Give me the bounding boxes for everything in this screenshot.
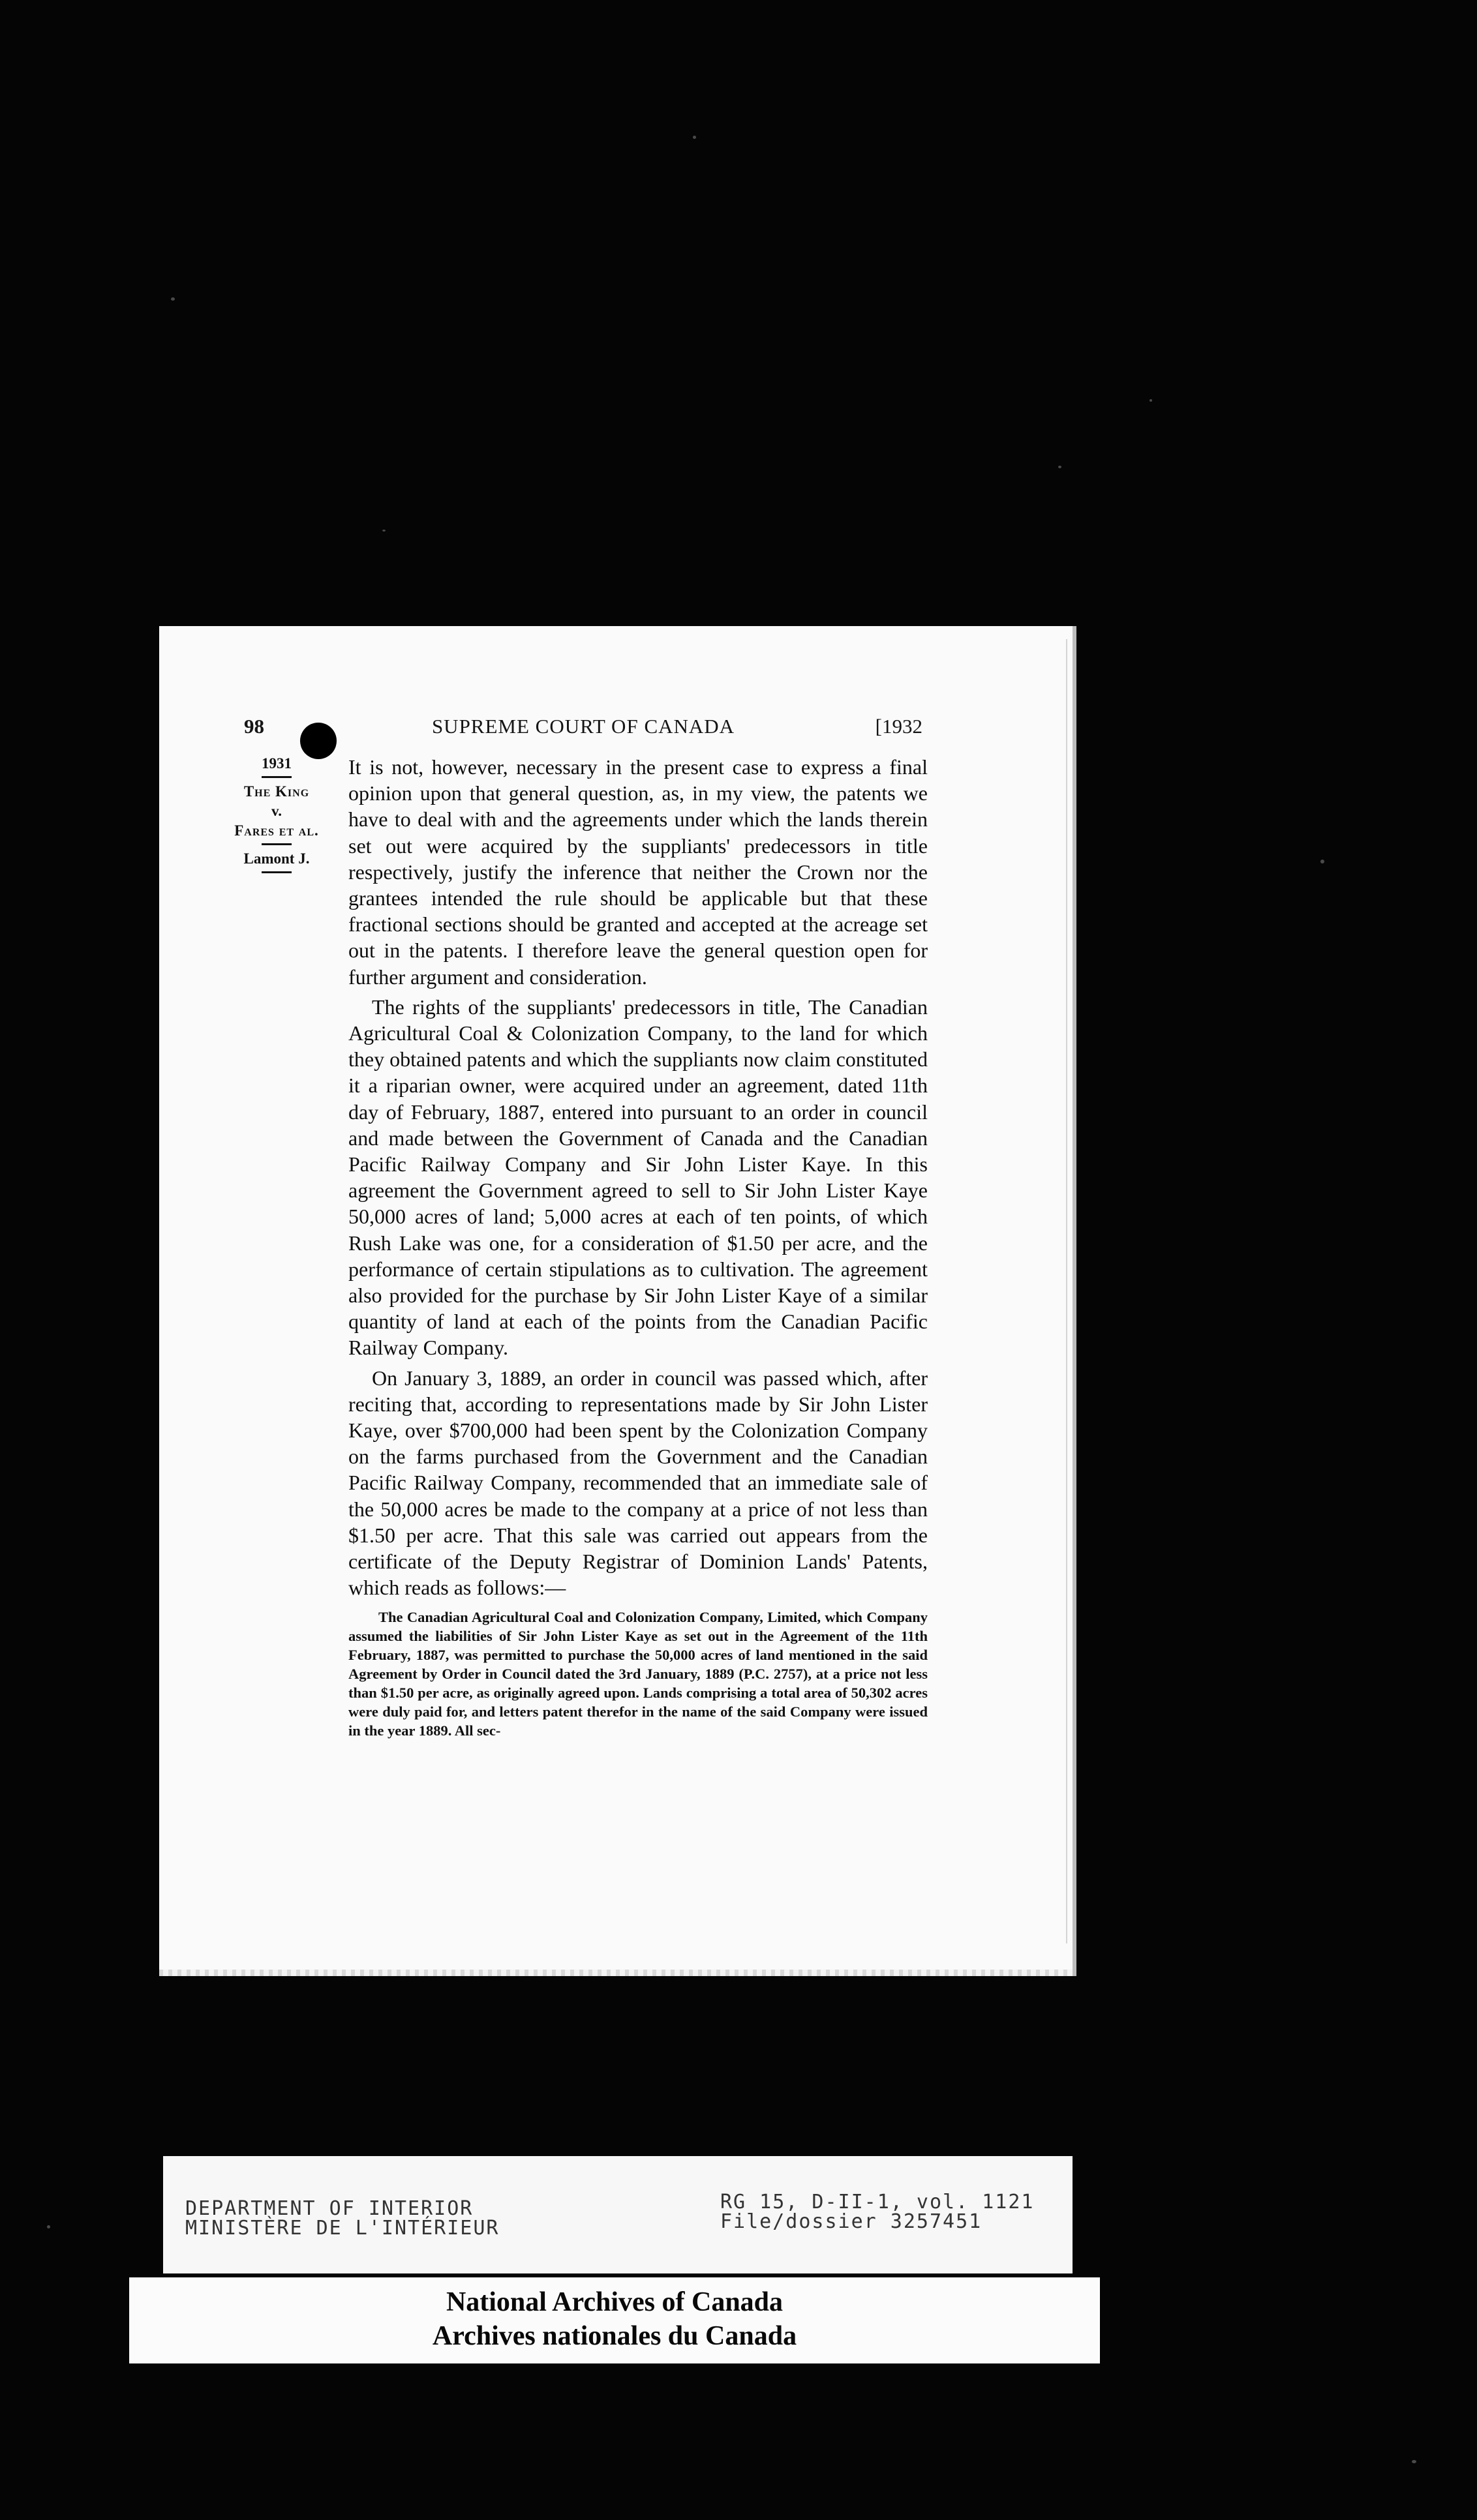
margin-party-2: Fares et al. — [234, 822, 319, 839]
department-english: DEPARTMENT OF INTERIOR — [185, 2197, 474, 2220]
paragraph: On January 3, 1889, an order in council was passed which, after reciting that, according to representations made by Sir John Lister Kaye, over $700,000 had been spent by the Colonization Company on the farms purchased from the Government and the Canadian Pacific Railway Company, recommended that an immediate sale of the 50,000 acres be made to the company at a price of not less than $1.50 per acre. That this sale was carried out appears from the certificate of the Deputy Registrar of Dominion Lands' Patents, which reads as follows:— — [348, 1366, 928, 1600]
record-group: RG 15, D-II-1, vol. 1121 — [720, 2191, 1035, 2213]
running-head — [244, 715, 922, 747]
archives-french: Archives nationales du Canada — [432, 2321, 797, 2351]
scan-speck — [47, 2225, 50, 2228]
scan-speck — [1058, 466, 1061, 468]
scan-speck — [382, 530, 386, 532]
margin-versus: v. — [271, 803, 282, 819]
year-bracket: [1932 — [875, 715, 922, 738]
scan-speck — [1150, 399, 1152, 402]
scan-speck — [1320, 860, 1324, 863]
margin-note — [224, 754, 329, 877]
margin-rule — [262, 871, 292, 873]
archives-banner — [129, 2277, 1100, 2363]
page-edge-line — [1066, 639, 1067, 1943]
margin-judge: Lamont J. — [243, 850, 310, 867]
margin-rule — [262, 843, 292, 845]
margin-party-1: The King — [243, 783, 310, 800]
department-french: MINISTÈRE DE L'INTÉRIEUR — [185, 2217, 500, 2240]
page-bottom-edge — [159, 1970, 1073, 1976]
scan-speck — [171, 297, 175, 301]
paragraph: It is not, however, necessary in the present case to express a final opinion upon that general question, as, in my view, the patents we have to deal with and the agreements under which the lands therein set out were acquired by the suppliants' predecessors in title respectively, justify the inference that neither the Crown nor the grantees intended the rule should be applicable but that these fractional sections should be granted and accepted at the acreage set out in the patents. I therefore leave the general question open for further argument and consideration. — [348, 755, 928, 989]
page-number: 98 — [244, 715, 264, 738]
file-number: File/dossier 3257451 — [720, 2210, 982, 2233]
department-label — [163, 2156, 1073, 2273]
scan-speck — [693, 136, 696, 139]
department-name — [185, 2199, 499, 2238]
scanned-page — [159, 626, 1076, 1976]
paragraph: The rights of the suppliants' predecessors in title, The Canadian Agricultural Coal & Colonization Company, to the land for which they obtained patents and which the suppliants now claim constituted it a riparian owner, were acquired under an agreement, dated 11th day of February, 1887, entered into pursuant to an order in council and made between the Government of Canada and the Canadian Pacific Railway Company and Sir John Lister Kaye. In this agreement the Government agreed to sell to Sir John Lister Kaye 50,000 acres of land; 5,000 acres at each of ten points, of which Rush Lake was one, for a consideration of $1.50 per acre, and the performance of certain stipulations as to cultivation. The agreement also provided for the purchase by Sir John Lister Kaye of a similar quantity of land at each of the points from the Canadian Pacific Railway Company. — [348, 995, 928, 1360]
margin-rule — [262, 776, 292, 778]
scan-speck — [1412, 2460, 1416, 2463]
archives-english: National Archives of Canada — [446, 2287, 784, 2317]
judgment-text — [348, 754, 928, 1744]
quoted-certificate: The Canadian Agricultural Coal and Colonization Company, Limited, which Company assumed the liabilities of Sir John Lister Kaye as set out in the Agreement of the 11th February, 1887, was permitted to purchase the 50,000 acres of land mentioned in the said Agreement by Order in Council dated the 3rd January, 1889 (P.C. 2757), at a price not less than $1.50 per acre, as originally agreed upon. Lands comprising a total area of 50,302 acres were duly paid for, and letters patent therefor in the name of the said Company were issued in the year 1889. All sec- — [348, 1608, 928, 1739]
running-title: SUPREME COURT OF CANADA — [431, 715, 735, 738]
archive-reference — [720, 2193, 1034, 2232]
margin-year: 1931 — [262, 755, 292, 772]
